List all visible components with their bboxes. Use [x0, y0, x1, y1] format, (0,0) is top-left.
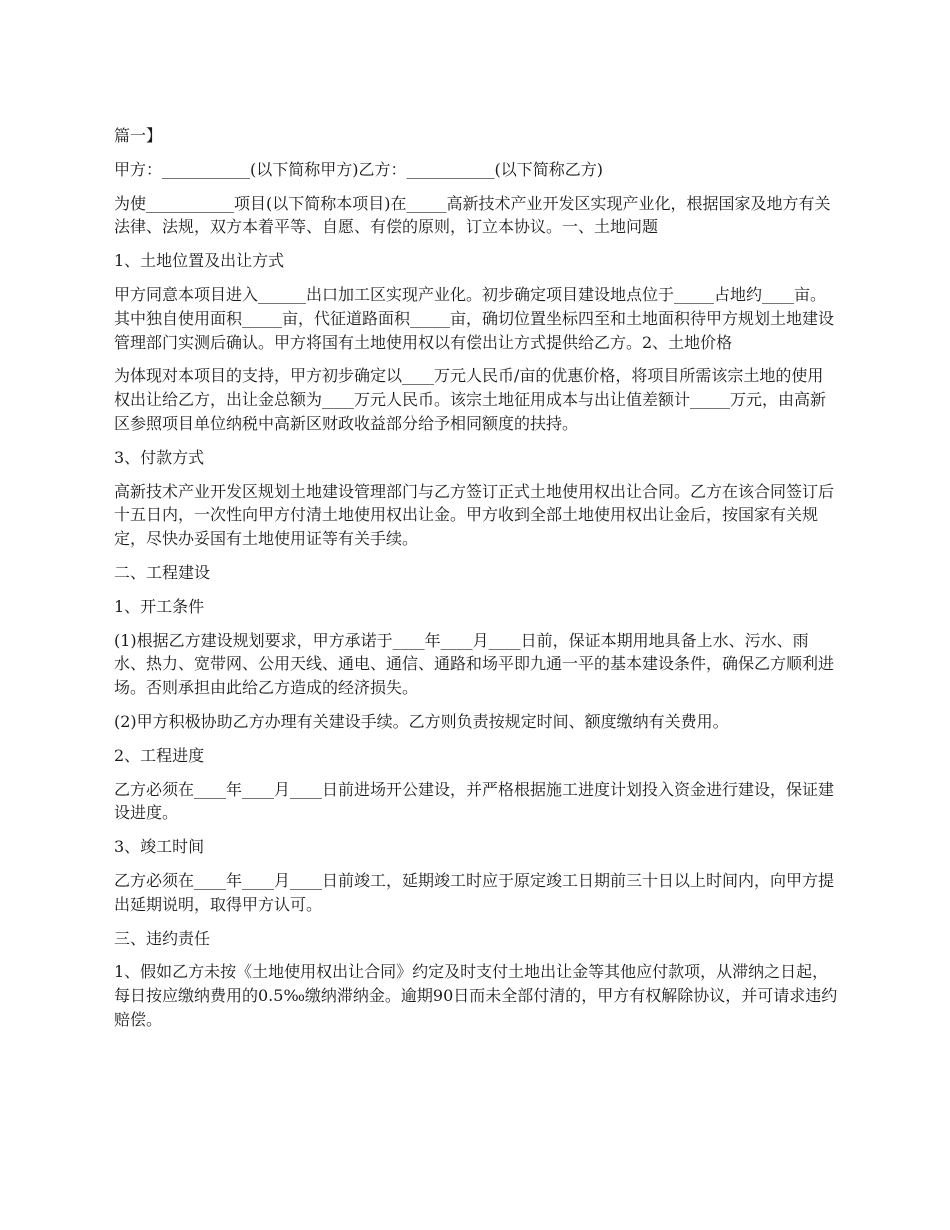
land-price-paragraph: 为体现对本项目的支持，甲方初步确定以____万元人民币/亩的优惠价格，将项目所需该宗土地的使用权出让给乙方，出让金总额为____万元人民币。该宗土地征用成本与出让值差额计_____万元，由高新区参照项目单位纳税中高新区财政收益部分给予相同额度的扶持。	[114, 366, 827, 433]
progress-paragraph: 乙方必须在____年____月____日前进场开公建设，并严格根据施工进度计划投入资金进行建设，保证建设进度。	[114, 779, 835, 823]
section-heading-liability: 三、违约责任	[114, 928, 211, 948]
start-conditions-paragraph-1: (1)根据乙方建设规划要求，甲方承诺于____年____月____日前，保证本期用地具备上水、污水、雨水、热力、宽带网、公用天线、通电、通信、通路和场平即九通一平的基本建设条件，确保乙方顺利进场。否则承担由此给乙方造成的经济损失。	[114, 630, 835, 698]
liability-paragraph: 1、假如乙方未按《土地使用权出让合同》约定及时支付土地出让金等其他应付款项，从滞纳之日起，每日按应缴纳费用的0.5‰缴纳滞纳金。逾期90日而未全部付清的，甲方有权解除协议，并可请求违约赔偿。	[114, 962, 838, 1029]
completion-paragraph: 乙方必须在____年____月____日前竣工，延期竣工时应于原定竣工日期前三十日以上时间内，向甲方提出延期说明，取得甲方认可。	[114, 870, 835, 914]
section-heading-construction: 二、工程建设	[114, 562, 211, 582]
clause-heading-completion: 3、竣工时间	[114, 837, 205, 857]
section-heading: 篇一】	[114, 126, 163, 145]
preamble-paragraph: 为使___________项目(以下简称本项目)在_____高新技术产业开发区实现产业化，根据国家及地方有关法律、法规，双方本着平等、自愿、有偿的原则，订立本协议。一、土地问题	[114, 193, 831, 237]
clause-heading-land-location: 1、土地位置及出让方式	[114, 251, 285, 271]
clause-heading-progress: 2、工程进度	[114, 745, 205, 765]
start-conditions-paragraph-2: (2)甲方积极协助乙方办理有关建设手续。乙方则负责按规定时间、额度缴纳有关费用。	[114, 711, 729, 731]
document-page	[114, 124, 839, 1042]
land-location-paragraph: 甲方同意本项目进入______出口加工区实现产业化。初步确定项目建设地点位于_____占地约____亩。其中独自使用面积_____亩，代征道路面积_____亩，确切位置坐标四至和土地面积待甲方规划土地建设管理部门实测后确认。甲方将国有土地使用权以有偿出让方式提供给乙方。2、土地价格	[114, 284, 835, 352]
parties-line: 甲方：___________(以下简称甲方)乙方：___________(以下简称乙方)	[114, 159, 603, 179]
clause-heading-payment: 3、付款方式	[114, 447, 205, 467]
clause-heading-start-conditions: 1、开工条件	[114, 596, 205, 616]
payment-paragraph: 高新技术产业开发区规划土地建设管理部门与乙方签订正式土地使用权出让合同。乙方在该合同签订后十五日内，一次性向甲方付清土地使用权出让金。甲方收到全部土地使用权出让金后，按国家有关规定，尽快办妥国有土地使用证等有关手续。	[114, 481, 835, 549]
